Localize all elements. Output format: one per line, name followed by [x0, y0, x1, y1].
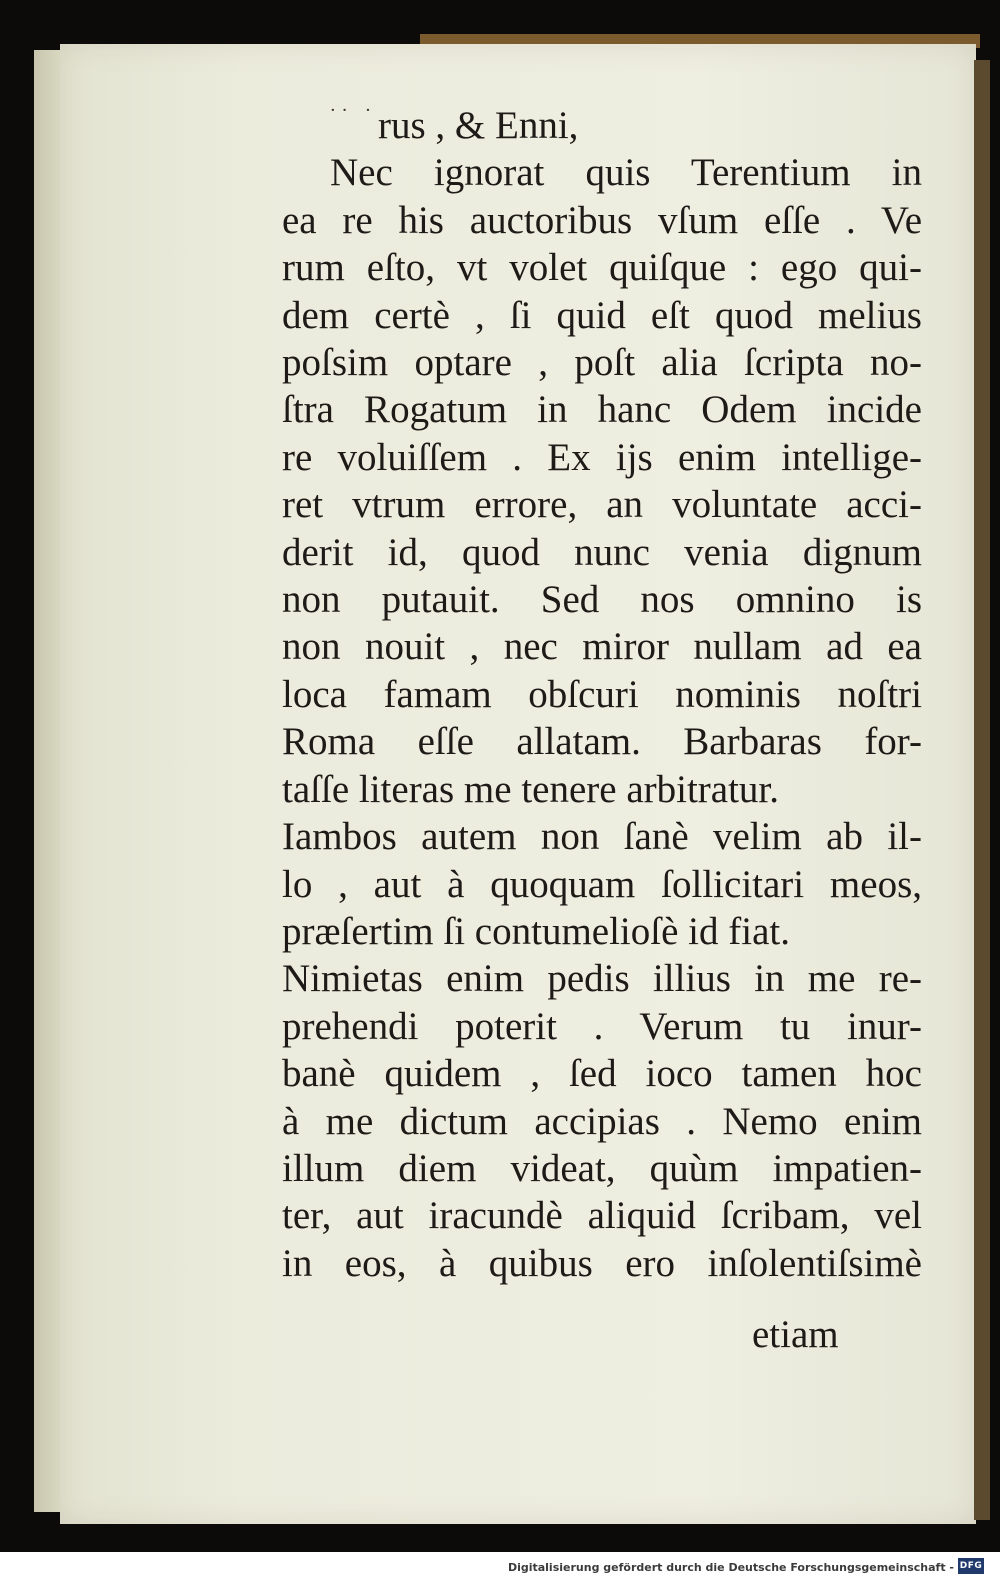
- text-line: derit id, quod nunc venia dignum: [282, 530, 922, 574]
- dfg-logo: DFG: [958, 1558, 984, 1574]
- text-line: taſſe literas me tenere arbitratur.: [282, 767, 780, 811]
- text-line: Roma eſſe allatam. Barbaras for-: [282, 720, 922, 764]
- text-line: dem certè , ſi quid eſt quod melius: [282, 293, 922, 337]
- stray-marks: ·· ·: [330, 100, 377, 121]
- book-right-edge: [974, 60, 990, 1520]
- text-line: rum eſto, vt volet quiſque : ego qui-: [282, 246, 922, 290]
- text-line: ret vtrum errore, an voluntate acci-: [282, 483, 922, 527]
- text-line: banè quidem , ſed ioco tamen hoc: [282, 1052, 922, 1096]
- funding-credit: Digitalisierung gefördert durch die Deutsche Forschungsgemeinschaft -: [507, 1561, 954, 1574]
- text-line: prehendi poterit . Verum tu inur-: [282, 1004, 922, 1048]
- text-line: Nec ignorat quis Terentium in: [330, 151, 922, 195]
- text-line: illum diem videat, quùm impatien-: [282, 1146, 922, 1190]
- text-line: poſsim optare , poſt alia ſcripta no-: [282, 341, 922, 385]
- text-line: re voluiſſem . Ex ijs enim intellige-: [282, 435, 922, 479]
- text-line: loca famam obſcuri nominis noſtri: [282, 672, 922, 716]
- text-line: ea re his auctoribus vſum eſſe . Ve: [282, 198, 922, 242]
- text-line: non nouit , nec miror nullam ad ea: [282, 625, 922, 669]
- text-line: præſertim ſi contumelioſè id fiat.: [282, 909, 790, 953]
- text-line: Nimietas enim pedis illius in me re-: [282, 957, 922, 1001]
- text-line: rus , & Enni,: [378, 104, 579, 147]
- text-line: lo , aut à quoquam ſollicitari meos,: [282, 862, 922, 906]
- text-line: à me dictum accipias . Nemo enim: [282, 1099, 922, 1143]
- page-text: [282, 102, 922, 1287]
- catchword: etiam: [752, 1313, 839, 1356]
- text-line: in eos, à quibus ero inſolentiſsimè: [282, 1241, 922, 1285]
- text-line: ſtra Rogatum in hanc Odem incide: [282, 388, 922, 432]
- text-line: Iambos autem non ſanè velim ab il-: [282, 815, 922, 859]
- text-line: non putauit. Sed nos omnino is: [282, 578, 922, 622]
- text-line: ter, aut iracundè aliquid ſcribam, vel: [282, 1194, 922, 1238]
